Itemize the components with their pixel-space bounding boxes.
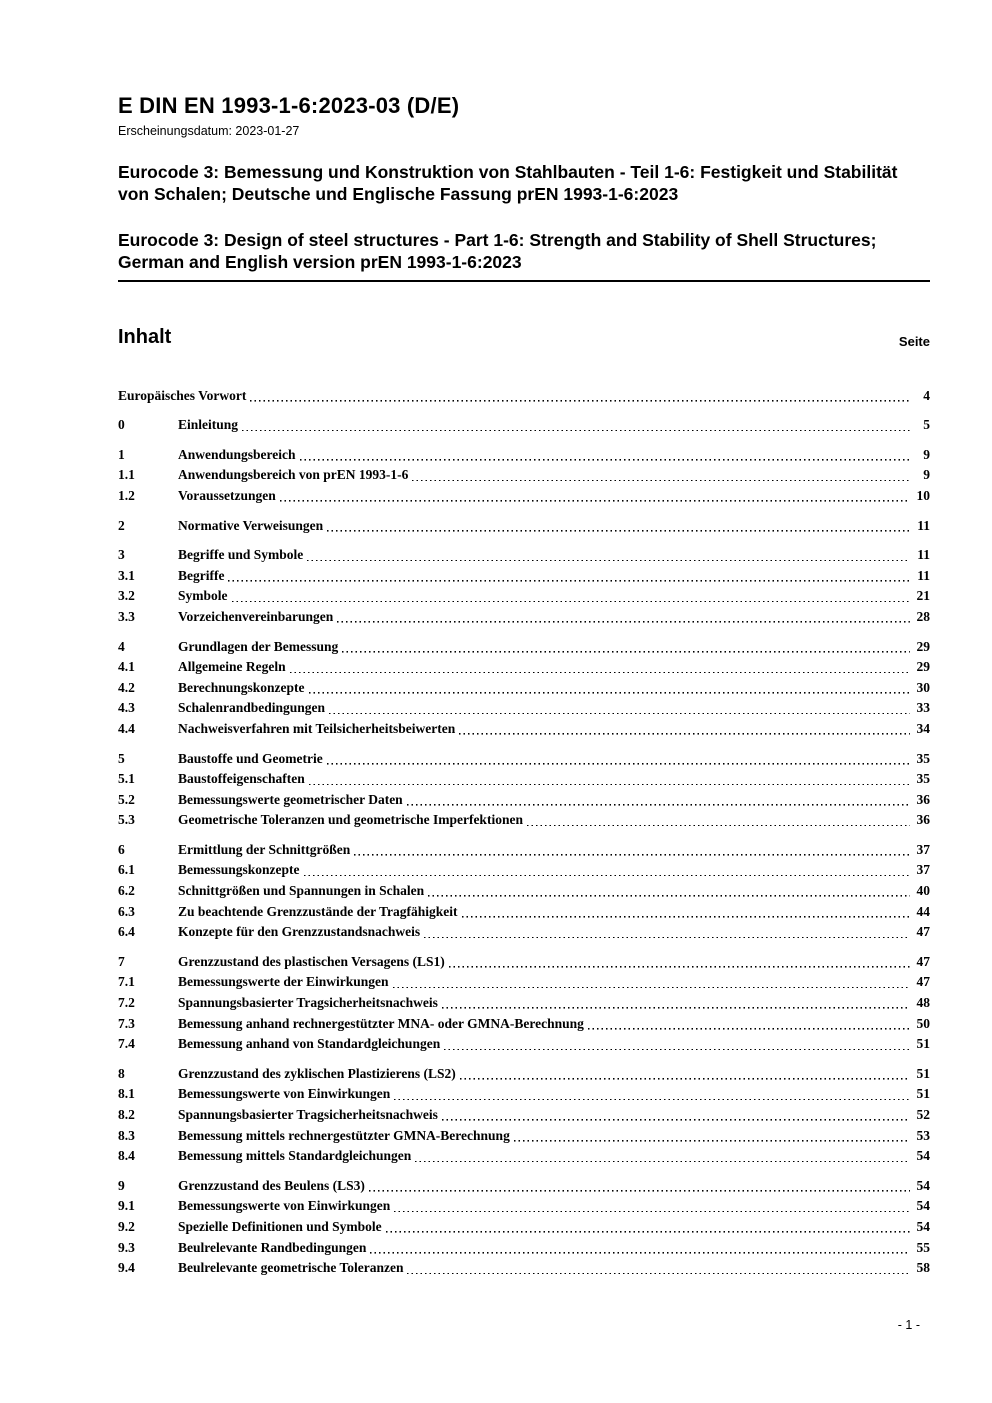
toc-entry-page: 10: [916, 487, 930, 503]
toc-dot-leader: [428, 885, 910, 897]
toc-entry-number: 8.3: [118, 1127, 135, 1143]
toc-entry-title: Allgemeine Regeln: [178, 659, 286, 675]
toc-entry: [118, 543, 930, 564]
toc-entry-page: 44: [916, 903, 930, 919]
toc-entry-number: 6.1: [118, 862, 135, 878]
toc-dot-leader: [232, 590, 910, 602]
toc-entry-title: Vorzeichenvereinbarungen: [178, 608, 334, 624]
toc-entry: [118, 808, 930, 829]
toc-entry-page: 36: [916, 791, 930, 807]
toc-entry-page: 36: [916, 812, 930, 828]
publication-date: Erscheinungsdatum: 2023-01-27: [118, 124, 300, 138]
toc-entry: [118, 767, 930, 788]
toc-dot-leader: [407, 1262, 910, 1274]
toc-entry: [118, 463, 930, 484]
toc-entry: [118, 949, 930, 970]
toc-entry-title: Grundlagen der Bemessung: [178, 638, 339, 654]
toc-entry-number: 0: [118, 417, 125, 433]
toc-dot-leader: [460, 1068, 910, 1080]
toc-entry-page: 51: [916, 1086, 930, 1102]
toc-entry: [118, 513, 930, 534]
toc-dot-leader: [228, 570, 910, 582]
toc-dot-leader: [250, 390, 910, 402]
toc-dot-leader: [462, 906, 910, 918]
toc-group: [118, 1173, 930, 1276]
toc-header: [118, 326, 930, 349]
toc-group: [118, 949, 930, 1052]
toc-dot-leader: [304, 864, 910, 876]
toc-entry-page: 55: [916, 1239, 930, 1255]
toc-entry: [118, 746, 930, 767]
toc-entry-title: Bemessung anhand rechnergestützter MNA- oder GMNA-Berechnung: [178, 1015, 584, 1031]
toc-entry-number: 3: [118, 547, 125, 563]
toc-entry-number: 6.4: [118, 924, 135, 940]
toc-entry-number: 5.1: [118, 771, 135, 787]
toc-entry-title: Anwendungsbereich von prEN 1993-1-6: [178, 467, 409, 483]
toc-entry-title: Spannungsbasierter Tragsicherheitsnachweis: [178, 995, 438, 1011]
toc-entry-page: 51: [916, 1036, 930, 1052]
page-number-footer: - 1 -: [897, 1318, 920, 1332]
toc-dot-leader: [407, 794, 910, 806]
toc-entry-title: Bemessungswerte geometrischer Daten: [178, 791, 403, 807]
toc-entry-page: 29: [916, 638, 930, 654]
toc-entry-title: Anwendungsbereich: [178, 446, 296, 462]
toc-entry-title: Baustoffeigenschaften: [178, 771, 305, 787]
toc-entry-title: Schnittgrößen und Spannungen in Schalen: [178, 883, 425, 899]
toc-dot-leader: [309, 682, 910, 694]
toc-group: [118, 513, 930, 534]
toc-group: [118, 383, 930, 404]
toc-entry-page: 53: [916, 1127, 930, 1143]
toc-dot-leader: [242, 419, 910, 431]
toc-entry-number: 8: [118, 1065, 125, 1081]
toc-entry-title: Symbole: [178, 588, 228, 604]
toc-dot-leader: [394, 1088, 910, 1100]
toc-entry-title: Voraussetzungen: [178, 487, 276, 503]
toc-dot-leader: [514, 1130, 910, 1142]
toc-entry-page: 52: [916, 1107, 930, 1122]
toc-entry-number: 4: [118, 638, 125, 654]
toc-entry-title: Einleitung: [178, 417, 239, 433]
toc-entry: [118, 383, 930, 404]
toc-entry: [118, 1173, 930, 1194]
toc-entry: [118, 696, 930, 717]
toc-group: [118, 442, 930, 504]
toc-entry-title: Bemessungskonzepte: [178, 862, 300, 878]
toc-entry-title: Geometrische Toleranzen und geometrische Imperfektionen: [178, 812, 523, 828]
toc-entry-page: 35: [916, 750, 930, 766]
toc-entry-title: Normative Verweisungen: [178, 517, 324, 533]
toc-entry-page: 58: [916, 1260, 930, 1276]
toc-entry-page: 47: [916, 953, 930, 969]
toc-entry: [118, 1144, 930, 1165]
toc-entry-number: 5.2: [118, 791, 135, 807]
toc-dot-leader: [527, 814, 910, 826]
toc-entry-page: 48: [916, 995, 930, 1011]
toc-entry: [118, 563, 930, 584]
toc-dot-leader: [449, 956, 910, 968]
toc-entry-title: Spezielle Definitionen und Symbole: [178, 1218, 382, 1234]
toc-entry-number: 9.1: [118, 1198, 135, 1214]
toc-group: [118, 1061, 930, 1164]
toc-heading: Inhalt: [118, 326, 172, 348]
toc-entry: [118, 1256, 930, 1277]
toc-entry-number: 4.3: [118, 700, 135, 716]
document-title-german: Eurocode 3: Bemessung und Konstruktion von Stahlbauten - Teil 1-6: Festigkeit und Stabilität von Schalen; Deutsche und Englische Fassung prEN 1993-1-6:2023: [118, 162, 898, 204]
toc-entry-page: 40: [916, 883, 930, 899]
toc-dot-leader: [307, 549, 910, 561]
toc-entry-number: 6.3: [118, 903, 135, 919]
toc-entry: [118, 716, 930, 737]
toc-dot-leader: [459, 723, 910, 735]
toc-group: [118, 634, 930, 737]
toc-entry-number: 5.3: [118, 812, 135, 828]
toc-entry-title: Bemessung mittels Standardgleichungen: [178, 1148, 412, 1164]
toc-entry-number: 6.2: [118, 883, 135, 899]
toc-entry: [118, 604, 930, 625]
toc-entry-page: 37: [916, 841, 930, 857]
toc-dot-leader: [393, 976, 910, 988]
toc-entry-page: 54: [916, 1148, 930, 1164]
toc-dot-leader: [327, 753, 910, 765]
toc-group: [118, 746, 930, 828]
toc-entry-page: 11: [917, 567, 930, 583]
toc-entry-page: 28: [916, 608, 930, 624]
toc-entry-number: 1.1: [118, 467, 135, 483]
toc-entry-page: 9: [923, 467, 930, 483]
toc-entry-page: 54: [916, 1218, 930, 1234]
toc-entry-title: Nachweisverfahren mit Teilsicherheitsbeiwerten: [178, 720, 456, 736]
toc-entry: [118, 787, 930, 808]
toc-entry: [118, 1123, 930, 1144]
toc-entry: [118, 655, 930, 676]
toc-entry-title: Beulrelevante Randbedingungen: [178, 1239, 367, 1255]
toc-dot-leader: [424, 926, 910, 938]
toc-entry-title: Beulrelevante geometrische Toleranzen: [178, 1260, 404, 1276]
toc-entry-number: 7.2: [118, 995, 135, 1011]
toc-dot-leader: [354, 844, 910, 856]
toc-entry-page: 11: [917, 547, 930, 563]
toc-entry-number: 3.3: [118, 608, 135, 624]
toc-dot-leader: [337, 611, 910, 623]
toc-entry-title: Bemessungswerte von Einwirkungen: [178, 1086, 391, 1102]
toc-entry: [118, 675, 930, 696]
toc-dot-leader: [394, 1200, 910, 1212]
toc-entry-page: 33: [916, 700, 930, 716]
toc-entry-title: Bemessungswerte von Einwirkungen: [178, 1198, 391, 1214]
toc-entry-number: 3.2: [118, 588, 135, 604]
toc-entry: [118, 970, 930, 991]
toc-dot-leader: [329, 702, 910, 714]
toc-entry-title: Bemessungswerte der Einwirkungen: [178, 974, 389, 990]
toc-entry-page: 54: [916, 1198, 930, 1214]
toc-entry-title: Europäisches Vorwort: [118, 387, 247, 403]
toc-entry-number: 5: [118, 750, 125, 766]
toc-entry-page: 4: [923, 387, 930, 403]
toc-entry-page: 34: [916, 720, 930, 736]
toc-list: [118, 383, 930, 1276]
toc-entry-number: 4.1: [118, 659, 135, 675]
toc-entry-title: Grenzzustand des Beulens (LS3): [178, 1177, 365, 1193]
toc-entry-title: Baustoffe und Geometrie: [178, 750, 323, 766]
toc-entry: [118, 1214, 930, 1235]
toc-dot-leader: [342, 641, 910, 653]
toc-dot-leader: [290, 661, 910, 673]
toc-entry-title: Zu beachtende Grenzzustände der Tragfähigkeit: [178, 903, 458, 919]
toc-entry-page: 54: [916, 1177, 930, 1193]
toc-entry-number: 8.1: [118, 1086, 135, 1102]
toc-group: [118, 543, 930, 625]
toc-dot-leader: [386, 1221, 910, 1233]
toc-entry-title: Schalenrandbedingungen: [178, 700, 326, 716]
toc-entry-number: 9.4: [118, 1260, 135, 1276]
toc-dot-leader: [300, 449, 910, 461]
toc-dot-leader: [444, 1038, 910, 1050]
toc-page-column-label: Seite: [898, 334, 930, 349]
toc-entry: [118, 1061, 930, 1082]
toc-entry: [118, 413, 930, 434]
document-title-english: Eurocode 3: Design of steel structures - Part 1-6: Strength and Stability of Shell Structures; German and English version prEN 1993-1-6:2023: [118, 229, 930, 282]
toc-entry-number: 7.1: [118, 974, 135, 990]
toc-entry-title: Grenzzustand des plastischen Versagens (LS1): [178, 953, 445, 969]
toc-entry: [118, 899, 930, 920]
toc-entry-number: 3.1: [118, 567, 135, 583]
toc-entry: [118, 1082, 930, 1103]
toc-entry-number: 1: [118, 446, 125, 462]
toc-group: [118, 413, 930, 434]
toc-entry: [118, 634, 930, 655]
document-number: E DIN EN 1993-1-6:2023-03 (D/E): [118, 93, 460, 118]
toc-entry-page: 37: [916, 862, 930, 878]
toc-entry-number: 9.3: [118, 1239, 135, 1255]
toc-entry-title: Spannungsbasierter Tragsicherheitsnachweis: [178, 1107, 438, 1122]
toc-group: [118, 837, 930, 940]
toc-entry-title: Begriffe und Symbole: [178, 547, 304, 563]
toc-entry-page: 47: [916, 974, 930, 990]
toc-entry-title: Begriffe: [178, 567, 225, 583]
toc-entry-page: 9: [923, 446, 930, 462]
toc-entry-number: 7: [118, 953, 125, 969]
toc-entry-number: 1.2: [118, 487, 135, 503]
toc-dot-leader: [588, 1018, 910, 1030]
toc-entry: [118, 442, 930, 463]
toc-entry: [118, 990, 930, 1011]
toc-entry: [118, 837, 930, 858]
toc-entry: [118, 1032, 930, 1053]
toc-entry-title: Konzepte für den Grenzzustandsnachweis: [178, 924, 421, 940]
toc-entry: [118, 1102, 930, 1123]
toc-entry-page: 51: [916, 1065, 930, 1081]
toc-entry-page: 47: [916, 924, 930, 940]
toc-dot-leader: [370, 1242, 910, 1254]
toc-entry: [118, 1235, 930, 1256]
toc-entry: [118, 878, 930, 899]
toc-dot-leader: [280, 490, 910, 502]
toc-entry-number: 9: [118, 1177, 125, 1193]
toc-entry-number: 7.3: [118, 1015, 135, 1031]
toc-entry-page: 50: [916, 1015, 930, 1031]
toc-entry-number: 8.4: [118, 1148, 135, 1164]
toc-entry: [118, 1011, 930, 1032]
toc-entry: [118, 483, 930, 504]
toc-dot-leader: [327, 520, 910, 532]
toc-dot-leader: [309, 773, 910, 785]
toc-entry-page: 35: [916, 771, 930, 787]
toc-entry-number: 9.2: [118, 1218, 135, 1234]
toc-entry-page: 21: [916, 588, 930, 604]
toc-entry: [118, 920, 930, 941]
toc-entry-number: 6: [118, 841, 125, 857]
toc-dot-leader: [442, 997, 910, 1009]
toc-entry-number: 8.2: [118, 1107, 135, 1122]
toc-entry-title: Grenzzustand des zyklischen Plastizierens (LS2): [178, 1065, 456, 1081]
toc-dot-leader: [369, 1180, 910, 1192]
toc-entry-number: 2: [118, 517, 125, 533]
toc-entry-page: 30: [916, 679, 930, 695]
toc-entry-page: 11: [917, 517, 930, 533]
toc-entry-title: Berechnungskonzepte: [178, 679, 305, 695]
toc-entry: [118, 1194, 930, 1215]
toc-entry-title: Ermittlung der Schnittgrößen: [178, 841, 351, 857]
toc-entry-number: 4.2: [118, 679, 135, 695]
toc-dot-leader: [412, 469, 910, 481]
toc-entry-title: Bemessung anhand von Standardgleichungen: [178, 1036, 441, 1052]
toc-entry: [118, 584, 930, 605]
toc-dot-leader: [415, 1150, 910, 1162]
toc-entry-page: 5: [923, 417, 930, 433]
toc-entry-page: 29: [916, 659, 930, 675]
toc-entry-number: 4.4: [118, 720, 135, 736]
toc-dot-leader: [442, 1109, 910, 1121]
toc-entry-number: 7.4: [118, 1036, 135, 1052]
toc-entry-title: Bemessung mittels rechnergestützter GMNA-Berechnung: [178, 1127, 510, 1143]
toc-entry: [118, 858, 930, 879]
